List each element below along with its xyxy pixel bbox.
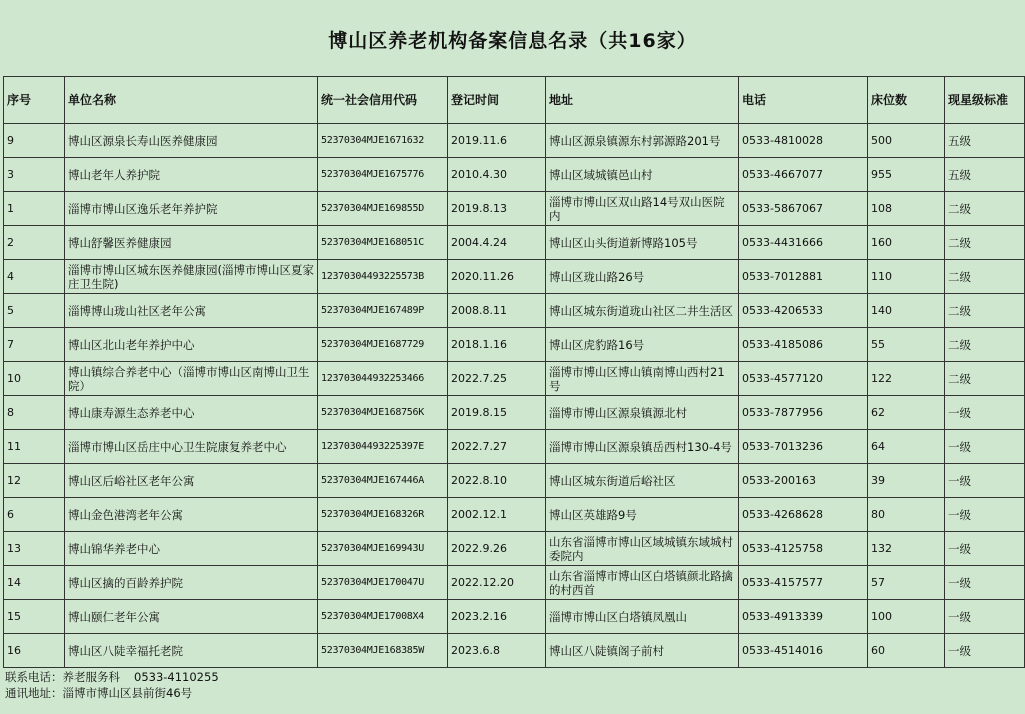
cell-unit-name[interactable]: 博山老年人养护院 bbox=[65, 158, 318, 192]
cell-address[interactable]: 淄博市博山区源泉镇源北村 bbox=[546, 396, 739, 430]
footer-address-line bbox=[5, 685, 219, 701]
cell-phone[interactable]: 0533-4667077 bbox=[739, 158, 868, 192]
cell-unit-name[interactable]: 博山区后峪社区老年公寓 bbox=[65, 464, 318, 498]
cell-beds[interactable]: 500 bbox=[868, 124, 945, 158]
table-row bbox=[4, 294, 1025, 328]
cell-phone[interactable]: 0533-4206533 bbox=[739, 294, 868, 328]
cell-register-date[interactable]: 2019.8.13 bbox=[448, 192, 546, 226]
contact-dept: 养老服务科 bbox=[62, 670, 120, 684]
table-row bbox=[4, 532, 1025, 566]
cell-register-date[interactable]: 2019.11.6 bbox=[448, 124, 546, 158]
cell-register-date[interactable]: 2008.8.11 bbox=[448, 294, 546, 328]
cell-beds[interactable]: 108 bbox=[868, 192, 945, 226]
header-address[interactable]: 地址 bbox=[546, 77, 739, 124]
cell-phone[interactable]: 0533-4431666 bbox=[739, 226, 868, 260]
cell-serial[interactable]: 3 bbox=[4, 158, 65, 192]
table-row bbox=[4, 328, 1025, 362]
cell-serial[interactable]: 11 bbox=[4, 430, 65, 464]
cell-address[interactable]: 山东省淄博市博山区域城镇东域城村委院内 bbox=[546, 532, 739, 566]
cell-register-date[interactable]: 2022.8.10 bbox=[448, 464, 546, 498]
cell-credit-code[interactable]: 52370304MJE1675776 bbox=[318, 158, 448, 192]
cell-address[interactable]: 淄博市博山区双山路14号双山医院内 bbox=[546, 192, 739, 226]
cell-address[interactable]: 博山区八陡镇阁子前村 bbox=[546, 634, 739, 668]
table-row bbox=[4, 226, 1025, 260]
table-row bbox=[4, 430, 1025, 464]
cell-phone[interactable]: 0533-4810028 bbox=[739, 124, 868, 158]
cell-register-date[interactable]: 2010.4.30 bbox=[448, 158, 546, 192]
cell-phone[interactable]: 0533-4268628 bbox=[739, 498, 868, 532]
table-row bbox=[4, 566, 1025, 600]
cell-credit-code[interactable]: 52370304MJE167489P bbox=[318, 294, 448, 328]
cell-register-date[interactable]: 2019.8.15 bbox=[448, 396, 546, 430]
table-row bbox=[4, 192, 1025, 226]
cell-phone[interactable]: 0533-7012881 bbox=[739, 260, 868, 294]
cell-beds[interactable]: 110 bbox=[868, 260, 945, 294]
cell-address[interactable]: 博山区城东街道珑山社区二井生活区 bbox=[546, 294, 739, 328]
cell-credit-code[interactable]: 52370304MJE170047U bbox=[318, 566, 448, 600]
cell-register-date[interactable]: 2022.9.26 bbox=[448, 532, 546, 566]
cell-address[interactable]: 山东省淄博市博山区白塔镇颜北路擒的村西首 bbox=[546, 566, 739, 600]
cell-phone[interactable]: 0533-4913339 bbox=[739, 600, 868, 634]
header-unit-name[interactable]: 单位名称 bbox=[65, 77, 318, 124]
cell-serial[interactable]: 10 bbox=[4, 362, 65, 396]
cell-phone[interactable]: 0533-7013236 bbox=[739, 430, 868, 464]
cell-star-level[interactable]: 二级 bbox=[945, 192, 1025, 226]
cell-credit-code[interactable]: 123703044932253466 bbox=[318, 362, 448, 396]
cell-serial[interactable]: 14 bbox=[4, 566, 65, 600]
cell-serial[interactable]: 15 bbox=[4, 600, 65, 634]
cell-credit-code[interactable]: 52370304MJE17008X4 bbox=[318, 600, 448, 634]
cell-unit-name[interactable]: 博山颐仁老年公寓 bbox=[65, 600, 318, 634]
cell-credit-code[interactable]: 52370304MJE169855D bbox=[318, 192, 448, 226]
cell-credit-code[interactable]: 52370304MJE1671632 bbox=[318, 124, 448, 158]
cell-serial[interactable]: 16 bbox=[4, 634, 65, 668]
cell-star-level[interactable]: 一级 bbox=[945, 464, 1025, 498]
cell-beds[interactable]: 55 bbox=[868, 328, 945, 362]
cell-unit-name[interactable]: 博山舒馨医养健康园 bbox=[65, 226, 318, 260]
cell-credit-code[interactable]: 52370304MJE1687729 bbox=[318, 328, 448, 362]
header-serial[interactable]: 序号 bbox=[4, 77, 65, 124]
cell-register-date[interactable]: 2018.1.16 bbox=[448, 328, 546, 362]
cell-credit-code[interactable]: 52370304MJE167446A bbox=[318, 464, 448, 498]
cell-unit-name[interactable]: 淄博市博山区城东医养健康园(淄博市博山区夏家庄卫生院) bbox=[65, 260, 318, 294]
cell-address[interactable]: 博山区珑山路26号 bbox=[546, 260, 739, 294]
cell-credit-code[interactable]: 12370304493225573B bbox=[318, 260, 448, 294]
cell-unit-name[interactable]: 博山金色港湾老年公寓 bbox=[65, 498, 318, 532]
header-register-date[interactable]: 登记时间 bbox=[448, 77, 546, 124]
table-row bbox=[4, 362, 1025, 396]
address-value: 淄博市博山区县前街46号 bbox=[62, 686, 193, 700]
cell-credit-code[interactable]: 52370304MJE168385W bbox=[318, 634, 448, 668]
contact-label: 联系电话： bbox=[5, 670, 63, 684]
cell-phone[interactable]: 0533-7877956 bbox=[739, 396, 868, 430]
cell-phone[interactable]: 0533-4157577 bbox=[739, 566, 868, 600]
cell-phone[interactable]: 0533-5867067 bbox=[739, 192, 868, 226]
cell-phone[interactable]: 0533-4577120 bbox=[739, 362, 868, 396]
cell-serial[interactable]: 2 bbox=[4, 226, 65, 260]
cell-address[interactable]: 博山区英雄路9号 bbox=[546, 498, 739, 532]
cell-register-date[interactable]: 2022.12.20 bbox=[448, 566, 546, 600]
cell-unit-name[interactable]: 博山康寿源生态养老中心 bbox=[65, 396, 318, 430]
header-star-level[interactable]: 现星级标准 bbox=[945, 77, 1025, 124]
cell-star-level[interactable]: 一级 bbox=[945, 498, 1025, 532]
cell-star-level[interactable]: 五级 bbox=[945, 158, 1025, 192]
cell-phone[interactable]: 0533-200163 bbox=[739, 464, 868, 498]
cell-credit-code[interactable]: 52370304MJE169943U bbox=[318, 532, 448, 566]
header-row bbox=[4, 77, 1025, 124]
cell-unit-name[interactable]: 博山区北山老年养护中心 bbox=[65, 328, 318, 362]
cell-serial[interactable]: 13 bbox=[4, 532, 65, 566]
header-phone[interactable]: 电话 bbox=[739, 77, 868, 124]
cell-unit-name[interactable]: 博山区源泉长寿山医养健康园 bbox=[65, 124, 318, 158]
cell-register-date[interactable]: 2022.7.25 bbox=[448, 362, 546, 396]
cell-unit-name[interactable]: 淄博市博山区逸乐老年养护院 bbox=[65, 192, 318, 226]
cell-unit-name[interactable]: 淄博博山珑山社区老年公寓 bbox=[65, 294, 318, 328]
cell-register-date[interactable]: 2023.2.16 bbox=[448, 600, 546, 634]
cell-unit-name[interactable]: 博山区八陡幸福托老院 bbox=[65, 634, 318, 668]
cell-serial[interactable]: 4 bbox=[4, 260, 65, 294]
cell-beds[interactable]: 60 bbox=[868, 634, 945, 668]
cell-star-level[interactable]: 一级 bbox=[945, 532, 1025, 566]
cell-register-date[interactable]: 2004.4.24 bbox=[448, 226, 546, 260]
cell-unit-name[interactable]: 博山镇综合养老中心（淄博市博山区南博山卫生院） bbox=[65, 362, 318, 396]
cell-address[interactable]: 博山区城东街道后峪社区 bbox=[546, 464, 739, 498]
registry-table bbox=[3, 76, 1025, 668]
cell-credit-code[interactable]: 52370304MJE168051C bbox=[318, 226, 448, 260]
cell-credit-code[interactable]: 52370304MJE168756K bbox=[318, 396, 448, 430]
cell-address[interactable]: 淄博市博山区白塔镇凤凰山 bbox=[546, 600, 739, 634]
cell-address[interactable]: 博山区虎豹路16号 bbox=[546, 328, 739, 362]
cell-star-level[interactable]: 一级 bbox=[945, 566, 1025, 600]
cell-phone[interactable]: 0533-4514016 bbox=[739, 634, 868, 668]
cell-credit-code[interactable]: 12370304493225397E bbox=[318, 430, 448, 464]
cell-star-level[interactable]: 二级 bbox=[945, 260, 1025, 294]
table-row bbox=[4, 260, 1025, 294]
cell-star-level[interactable]: 五级 bbox=[945, 124, 1025, 158]
cell-star-level[interactable]: 一级 bbox=[945, 600, 1025, 634]
cell-star-level[interactable]: 一级 bbox=[945, 396, 1025, 430]
cell-star-level[interactable]: 一级 bbox=[945, 430, 1025, 464]
table-row bbox=[4, 498, 1025, 532]
cell-beds[interactable]: 955 bbox=[868, 158, 945, 192]
table-row bbox=[4, 396, 1025, 430]
cell-register-date[interactable]: 2023.6.8 bbox=[448, 634, 546, 668]
cell-star-level[interactable]: 二级 bbox=[945, 328, 1025, 362]
contact-phone: 0533-4110255 bbox=[134, 670, 219, 684]
table-row bbox=[4, 464, 1025, 498]
cell-serial[interactable]: 1 bbox=[4, 192, 65, 226]
cell-beds[interactable]: 140 bbox=[868, 294, 945, 328]
cell-star-level[interactable]: 一级 bbox=[945, 634, 1025, 668]
cell-beds[interactable]: 62 bbox=[868, 396, 945, 430]
cell-serial[interactable]: 6 bbox=[4, 498, 65, 532]
cell-address[interactable]: 博山区山头街道新博路105号 bbox=[546, 226, 739, 260]
cell-beds[interactable]: 80 bbox=[868, 498, 945, 532]
cell-star-level[interactable]: 二级 bbox=[945, 294, 1025, 328]
cell-credit-code[interactable]: 52370304MJE168326R bbox=[318, 498, 448, 532]
cell-unit-name[interactable]: 淄博市博山区岳庄中心卫生院康复养老中心 bbox=[65, 430, 318, 464]
cell-beds[interactable]: 122 bbox=[868, 362, 945, 396]
cell-unit-name[interactable]: 博山区擒的百龄养护院 bbox=[65, 566, 318, 600]
header-beds[interactable]: 床位数 bbox=[868, 77, 945, 124]
cell-address[interactable]: 淄博市博山区源泉镇岳西村130-4号 bbox=[546, 430, 739, 464]
cell-address[interactable]: 博山区域城镇邑山村 bbox=[546, 158, 739, 192]
cell-address[interactable]: 博山区源泉镇源东村郭源路201号 bbox=[546, 124, 739, 158]
cell-phone[interactable]: 0533-4185086 bbox=[739, 328, 868, 362]
cell-beds[interactable]: 160 bbox=[868, 226, 945, 260]
cell-serial[interactable]: 5 bbox=[4, 294, 65, 328]
header-credit-code[interactable]: 统一社会信用代码 bbox=[318, 77, 448, 124]
cell-register-date[interactable]: 2020.11.26 bbox=[448, 260, 546, 294]
page-title: 博山区养老机构备案信息名录（共16家） bbox=[328, 30, 697, 52]
cell-serial[interactable]: 12 bbox=[4, 464, 65, 498]
cell-beds[interactable]: 39 bbox=[868, 464, 945, 498]
table-row bbox=[4, 124, 1025, 158]
cell-star-level[interactable]: 二级 bbox=[945, 226, 1025, 260]
table-row bbox=[4, 634, 1025, 668]
table-body bbox=[4, 124, 1025, 668]
cell-register-date[interactable]: 2002.12.1 bbox=[448, 498, 546, 532]
cell-beds[interactable]: 132 bbox=[868, 532, 945, 566]
cell-serial[interactable]: 7 bbox=[4, 328, 65, 362]
address-label: 通讯地址： bbox=[5, 686, 63, 700]
cell-beds[interactable]: 64 bbox=[868, 430, 945, 464]
footer bbox=[5, 669, 219, 701]
table-row bbox=[4, 600, 1025, 634]
cell-beds[interactable]: 100 bbox=[868, 600, 945, 634]
cell-address[interactable]: 淄博市博山区博山镇南博山西村21号 bbox=[546, 362, 739, 396]
table-row bbox=[4, 158, 1025, 192]
cell-phone[interactable]: 0533-4125758 bbox=[739, 532, 868, 566]
footer-contact-line bbox=[5, 669, 219, 685]
cell-serial[interactable]: 8 bbox=[4, 396, 65, 430]
cell-register-date[interactable]: 2022.7.27 bbox=[448, 430, 546, 464]
cell-unit-name[interactable]: 博山锦华养老中心 bbox=[65, 532, 318, 566]
cell-serial[interactable]: 9 bbox=[4, 124, 65, 158]
cell-star-level[interactable]: 二级 bbox=[945, 362, 1025, 396]
cell-beds[interactable]: 57 bbox=[868, 566, 945, 600]
